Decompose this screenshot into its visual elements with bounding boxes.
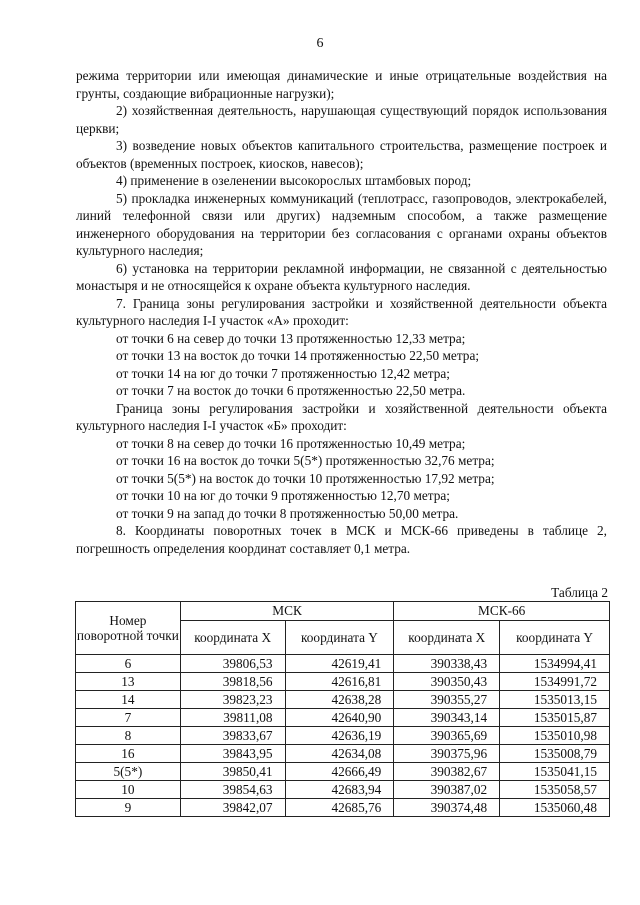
- paragraph: от точки 9 на запад до точки 8 протяженностью 50,00 метра.: [116, 505, 459, 521]
- paragraph: от точки 16 на восток до точки 5(5*) протяженностью 32,76 метра;: [116, 453, 495, 468]
- paragraph: 6) установка на территории рекламной информации, не связанной с деятельностью монастыря и не относящейся к охране объекта культурного наследия.: [76, 260, 607, 293]
- table-row: [76, 673, 610, 691]
- coordinate-cell: 390387,02: [394, 781, 500, 799]
- coordinate-cell: 42640,90: [285, 709, 394, 727]
- header-msk-x: координата X: [180, 621, 285, 655]
- coordinate-cell: 39833,67: [180, 727, 285, 745]
- coordinate-cell: 1535010,98: [500, 727, 610, 745]
- coordinate-cell: 1535008,79: [500, 745, 610, 763]
- coordinate-cell: 390375,96: [394, 745, 500, 763]
- coordinate-cell: 390382,67: [394, 763, 500, 781]
- coordinate-cell: 39850,41: [180, 763, 285, 781]
- table-row: [76, 745, 610, 763]
- table-row: [76, 781, 610, 799]
- coordinate-cell: 1534991,72: [500, 673, 610, 691]
- table-body: [76, 655, 610, 817]
- coordinate-cell: 39854,63: [180, 781, 285, 799]
- coordinate-cell: 1535015,87: [500, 709, 610, 727]
- coordinate-cell: 39811,08: [180, 709, 285, 727]
- coordinate-cell: 39818,56: [180, 673, 285, 691]
- header-msk-y: координата Y: [285, 621, 394, 655]
- header-msk66: МСК-66: [394, 602, 610, 621]
- coordinate-cell: 1535058,57: [500, 781, 610, 799]
- table-caption: Таблица 2: [551, 585, 608, 600]
- coordinate-cell: 39843,95: [180, 745, 285, 763]
- coordinate-cell: 42619,41: [285, 655, 394, 673]
- header-msk66-y: координата Y: [500, 621, 610, 655]
- paragraph: Граница зоны регулирования застройки и хозяйственной деятельности объекта культурного наследия I-I участок «Б» проходит:: [76, 400, 607, 433]
- coordinate-cell: 390355,27: [394, 691, 500, 709]
- point-number-cell: 9: [76, 799, 181, 817]
- paragraph: от точки 8 на север до точки 16 протяженностью 10,49 метра;: [116, 435, 466, 451]
- coordinate-cell: 390374,48: [394, 799, 500, 817]
- coordinate-cell: 39806,53: [180, 655, 285, 673]
- header-msk: МСК: [180, 602, 394, 621]
- coordinate-cell: 1535060,48: [500, 799, 610, 817]
- page-number: 6: [316, 36, 324, 51]
- table-row: [76, 727, 610, 745]
- table-row: [76, 709, 610, 727]
- coordinate-cell: 42636,19: [285, 727, 394, 745]
- coordinate-cell: 42683,94: [285, 781, 394, 799]
- paragraph: 3) возведение новых объектов капитального строительства, размещение построек и объектов (временных построек, киосков, навесов);: [76, 138, 607, 171]
- coordinate-cell: 42685,76: [285, 799, 394, 817]
- paragraph: от точки 5(5*) на восток до точки 10 протяженностью 17,92 метра;: [116, 470, 495, 486]
- coordinate-cell: 39823,23: [180, 691, 285, 709]
- coordinate-cell: 39842,07: [180, 799, 285, 817]
- table-row: [76, 691, 610, 709]
- coordinate-cell: 390365,69: [394, 727, 500, 745]
- coordinate-cell: 1534994,41: [500, 655, 610, 673]
- coordinates-table: [75, 601, 610, 817]
- coordinate-cell: 390338,43: [394, 655, 500, 673]
- coordinate-cell: 42666,49: [285, 763, 394, 781]
- point-number-cell: 6: [76, 655, 181, 673]
- coordinate-cell: 390350,43: [394, 673, 500, 691]
- point-number-cell: 10: [76, 781, 181, 799]
- document-body: [76, 67, 607, 557]
- paragraph: от точки 14 на юг до точки 7 протяженностью 12,42 метра;: [116, 365, 450, 381]
- coordinate-cell: 1535041,15: [500, 763, 610, 781]
- paragraph: от точки 6 на север до точки 13 протяженностью 12,33 метра;: [116, 330, 466, 346]
- table-row: [76, 763, 610, 781]
- table-row: [76, 655, 610, 673]
- point-number-cell: 8: [76, 727, 181, 745]
- point-number-cell: 7: [76, 709, 181, 727]
- paragraph: режима территории или имеющая динамические и иные отрицательные воздействия на грунты, создающие вибрационные нагрузки);: [76, 68, 607, 101]
- paragraph: от точки 10 на юг до точки 9 протяженностью 12,70 метра;: [116, 488, 450, 503]
- point-number-cell: 14: [76, 691, 181, 709]
- table-row: [76, 799, 610, 817]
- point-number-cell: 5(5*): [76, 763, 181, 781]
- header-msk66-x: координата X: [394, 621, 500, 655]
- point-number-cell: 16: [76, 745, 181, 763]
- paragraph: 4) применение в озеленении высокорослых штамбовых пород;: [116, 173, 472, 188]
- paragraph: 2) хозяйственная деятельность, нарушающая существующий порядок использования церкви;: [76, 103, 607, 136]
- paragraph: 5) прокладка инженерных коммуникаций (теплотрасс, газопроводов, электрокабелей, линий телефонной связи или других) надземным способом, а также размещение инженерного оборудования на территории без согласования с органами охраны объектов культурного наследия;: [76, 190, 607, 258]
- coordinate-cell: 42638,28: [285, 691, 394, 709]
- coordinate-cell: 1535013,15: [500, 691, 610, 709]
- point-number-cell: 13: [76, 673, 181, 691]
- coordinate-cell: 42616,81: [285, 673, 394, 691]
- coordinate-cell: 390343,14: [394, 709, 500, 727]
- paragraph: 7. Граница зоны регулирования застройки и хозяйственной деятельности объекта культурного наследия I-I участок «А» проходит:: [76, 295, 607, 328]
- paragraph: 8. Координаты поворотных точек в МСК и МСК-66 приведены в таблице 2, погрешность определения координат составляет 0,1 метра.: [76, 523, 607, 556]
- coordinate-cell: 42634,08: [285, 745, 394, 763]
- paragraph: от точки 13 на восток до точки 14 протяженностью 22,50 метра;: [116, 348, 480, 363]
- header-point-number: Номер поворотной точки: [76, 602, 181, 655]
- paragraph: от точки 7 на восток до точки 6 протяженностью 22,50 метра.: [116, 383, 466, 398]
